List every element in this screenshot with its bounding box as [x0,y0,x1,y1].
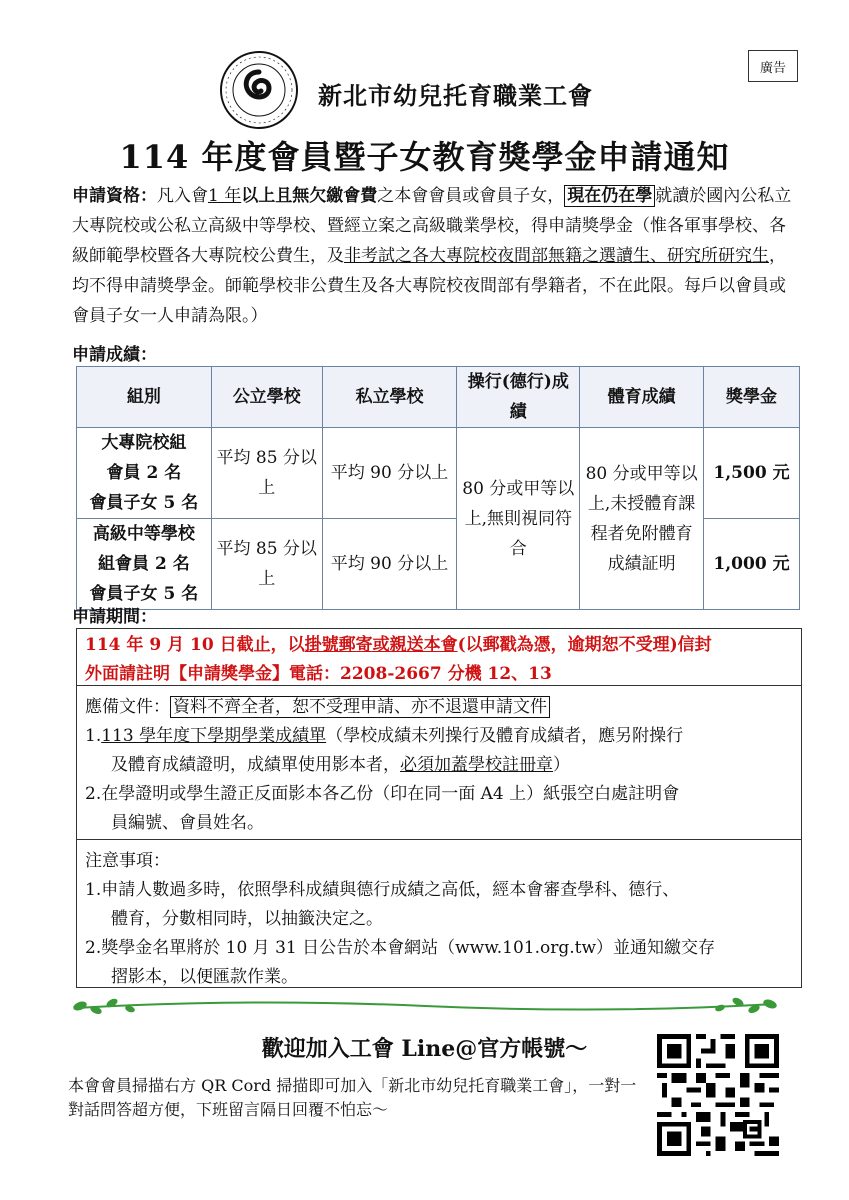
elig-text-1: 凡入會 [157,186,208,206]
deadline-section [77,629,801,686]
table-row [77,428,800,519]
note-item-1-cont: 體育，分數相同時，以抽籤決定之。 [111,909,383,929]
elig-text-7: 非考試之各大專院校夜間部無籍之選讀生、研究所研究生 [344,246,769,266]
table-header: 公立學校 [211,367,322,428]
eligibility-paragraph [72,181,792,331]
group-cell [77,519,212,610]
table-header: 操行(德行)成績 [457,367,580,428]
union-logo-icon [219,50,299,130]
page-title: 114 年度會員暨子女教育獎學金申請通知 [119,138,730,176]
ad-badge: 廣告 [748,50,798,82]
group-cell [77,428,212,519]
note-item-1: 1.申請人數過多時，依照學科成績與德行成績之高低，經本會審查學科、德行、 [85,880,680,900]
deadline-line-1: 114 年 9 月 10 日截止，以掛號郵寄或親送本會(以郵戳為憑，逾期恕不受理)信封 [85,635,712,655]
group-line: 高級中等學校 [92,524,195,544]
table-header: 私立學校 [322,367,457,428]
award-cell: 1,500 元 [704,428,800,519]
private-school-cell: 平均 90 分以上 [322,519,457,610]
pe-cell: 80 分或甲等以上,未授體育課程者免附體育成績証明 [580,428,704,610]
doc-item-1: 1.113 學年度下學期學業成績單（學校成績未列操行及體育成績者，應另附操行 [85,726,684,746]
doc-item-2: 2.在學證明或學生證正反面影本各乙份（印在同一面 A4 上）紙張空白處註明會 [85,784,680,804]
table-header-row [77,367,800,428]
award-cell: 1,000 元 [704,519,800,610]
line-official-title: 歡迎加入工會 Line@官方帳號～ [261,1036,588,1062]
union-name: 新北市幼兒托育職業工會 [318,81,593,110]
scores-table [76,366,800,610]
table-header: 獎學金 [704,367,800,428]
group-line: 會員子女 5 名 [89,493,199,513]
qr-code-icon[interactable] [657,1034,779,1156]
documents-warning: 資料不齊全者，恕不受理申請、亦不退還申請文件 [170,696,550,718]
elig-text-3: 以上且無欠繳會費 [241,186,378,206]
eligibility-label: 申請資格： [72,186,157,206]
deadline-line-2: 外面請註明【申請獎學金】電話：2208-2667 分機 12、13 [85,664,552,684]
public-school-cell: 平均 85 分以上 [211,428,322,519]
note-item-2: 2.獎學金名單將於 10 月 31 日公告於本會網站（www.101.org.tw）並通知繳交存 [85,938,716,958]
elig-text-8: ，均不得申請獎學金。師範學校非公費生及各大專院校夜間部有學籍者，不在此限。每戶以會員或會員子女一人申請為限。） [72,246,786,326]
group-line: 會員 2 名 [106,463,182,483]
elig-text-6: 就讀於國內公私立大專院校或公私立高級中等學校、暨經立案之高級職業學校，得申請獎學金（惟各軍事學校、各級師範學校暨各大專院校公費生，及 [72,186,792,266]
table-header: 體育成績 [580,367,704,428]
vine-divider-icon [66,994,784,1018]
application-info-box [76,628,802,988]
elig-text-4: 之本會會員或會員子女， [377,186,565,206]
table-header: 組別 [77,367,212,428]
group-line: 會員子女 5 名 [89,584,199,604]
documents-section [77,687,801,840]
note-item-2-cont: 摺影本，以便匯款作業。 [111,967,298,987]
private-school-cell: 平均 90 分以上 [322,428,457,519]
doc-item-2-cont: 員編號、會員姓名。 [111,813,264,833]
conduct-cell: 80 分或甲等以上,無則視同符合 [457,428,580,610]
elig-text-5: 現在仍在學 [564,185,655,207]
documents-header [77,687,801,722]
public-school-cell: 平均 85 分以上 [211,519,322,610]
group-line: 大專院校組 [101,433,187,453]
notes-label: 注意事項： [85,851,170,871]
scores-label: 申請成績： [72,345,157,365]
group-line: 組會員 2 名 [98,554,190,574]
notes-section [77,841,801,985]
doc-item-1-cont: 及體育成績證明，成績單使用影本者，必須加蓋學校註冊章） [111,755,570,775]
line-official-description: 本會會員掃描右方 QR Cord 掃描即可加入「新北市幼兒托育職業工會」，一對一對話問答超方便，下班留言隔日回覆不怕忘～ [68,1076,637,1119]
documents-label: 應備文件： [85,697,170,717]
elig-text-2: 1 年 [208,186,242,206]
period-label: 申請期間： [72,607,157,627]
